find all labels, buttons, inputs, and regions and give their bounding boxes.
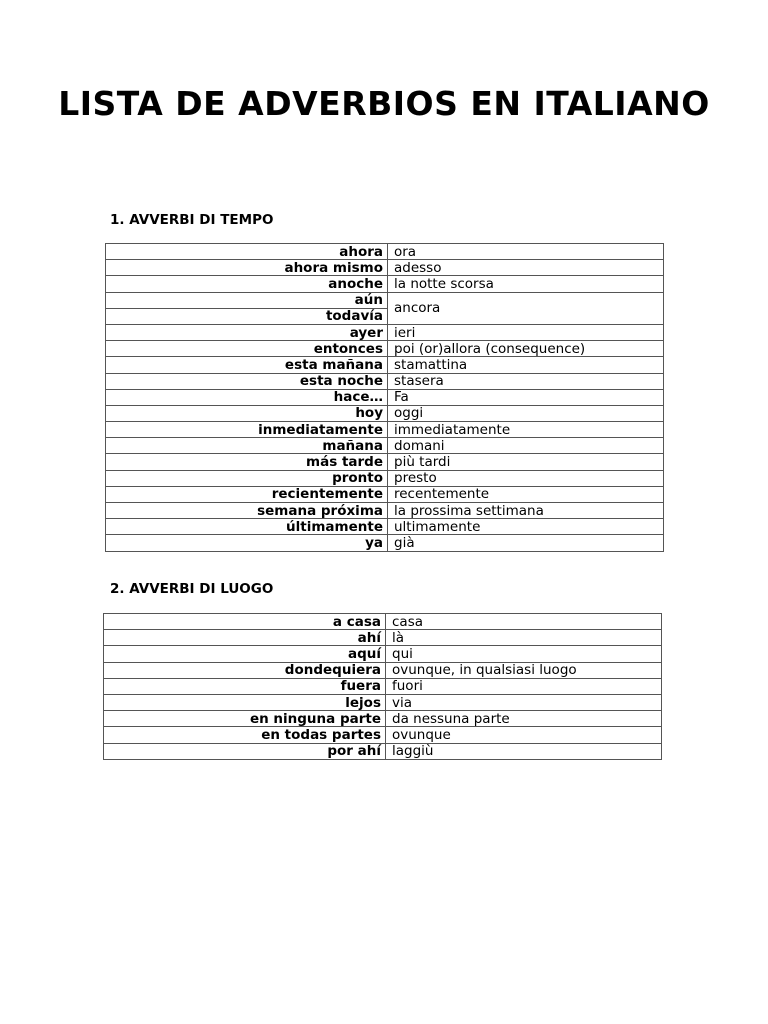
spanish-cell: últimamente: [106, 519, 388, 535]
italian-cell: domani: [388, 438, 664, 454]
adverbs-of-place-table: [103, 613, 662, 760]
italian-cell: ovunque: [386, 727, 662, 743]
spanish-cell: lejos: [104, 694, 386, 710]
italian-cell: la notte scorsa: [388, 276, 664, 292]
spanish-cell: aquí: [104, 646, 386, 662]
table-row: [104, 694, 662, 710]
spanish-cell: en ninguna parte: [104, 711, 386, 727]
adverbs-of-time-table: [105, 243, 664, 552]
spanish-cell: hace…: [106, 389, 388, 405]
table-row: [106, 260, 664, 276]
italian-cell: stamattina: [388, 357, 664, 373]
table-row: [106, 454, 664, 470]
table-row: [106, 535, 664, 551]
spanish-cell: ahora: [106, 244, 388, 260]
spanish-cell: ahora mismo: [106, 260, 388, 276]
italian-cell: stasera: [388, 373, 664, 389]
table-row: [106, 503, 664, 519]
italian-cell: casa: [386, 614, 662, 630]
section-heading-tempo: 1. AVVERBI DI TEMPO: [110, 212, 274, 228]
spanish-cell: ayer: [106, 324, 388, 340]
spanish-cell: en todas partes: [104, 727, 386, 743]
table-row: [106, 405, 664, 421]
spanish-cell: más tarde: [106, 454, 388, 470]
page-title: LISTA DE ADVERBIOS EN ITALIANO: [58, 84, 710, 123]
italian-cell: adesso: [388, 260, 664, 276]
italian-cell: ultimamente: [388, 519, 664, 535]
italian-cell: via: [386, 694, 662, 710]
table-row: [106, 341, 664, 357]
italian-cell: presto: [388, 470, 664, 486]
italian-cell: poi (or)allora (consequence): [388, 341, 664, 357]
italian-cell: la prossima settimana: [388, 503, 664, 519]
spanish-cell: ya: [106, 535, 388, 551]
spanish-cell: anoche: [106, 276, 388, 292]
table-row: [104, 646, 662, 662]
italian-cell: già: [388, 535, 664, 551]
table-row: [104, 614, 662, 630]
table-row: [106, 486, 664, 502]
spanish-cell: inmediatamente: [106, 422, 388, 438]
spanish-cell: esta mañana: [106, 357, 388, 373]
spanish-cell: ahí: [104, 630, 386, 646]
section-heading-luogo: 2. AVVERBI DI LUOGO: [110, 581, 274, 597]
spanish-cell: esta noche: [106, 373, 388, 389]
table-row: [106, 519, 664, 535]
italian-cell: più tardi: [388, 454, 664, 470]
table-row: [106, 389, 664, 405]
italian-cell: laggiù: [386, 743, 662, 759]
table-row: [104, 678, 662, 694]
table-row: [104, 630, 662, 646]
italian-cell: oggi: [388, 405, 664, 421]
table-row: [106, 292, 664, 308]
spanish-cell: hoy: [106, 405, 388, 421]
spanish-cell: por ahí: [104, 743, 386, 759]
spanish-cell: aún: [106, 292, 388, 308]
italian-cell: ora: [388, 244, 664, 260]
spanish-cell: entonces: [106, 341, 388, 357]
italian-cell: ieri: [388, 324, 664, 340]
table-row: [106, 244, 664, 260]
table-row: [104, 662, 662, 678]
italian-cell: là: [386, 630, 662, 646]
spanish-cell: mañana: [106, 438, 388, 454]
table-row: [104, 743, 662, 759]
italian-cell: qui: [386, 646, 662, 662]
table-row: [106, 357, 664, 373]
spanish-cell: fuera: [104, 678, 386, 694]
table-row: [106, 422, 664, 438]
table-row: [106, 276, 664, 292]
table-row: [106, 373, 664, 389]
table-row: [106, 470, 664, 486]
italian-cell: da nessuna parte: [386, 711, 662, 727]
table-row: [106, 438, 664, 454]
spanish-cell: pronto: [106, 470, 388, 486]
italian-cell: immediatamente: [388, 422, 664, 438]
table-row: [104, 711, 662, 727]
italian-cell: ovunque, in qualsiasi luogo: [386, 662, 662, 678]
italian-cell: Fa: [388, 389, 664, 405]
spanish-cell: semana próxima: [106, 503, 388, 519]
spanish-cell: a casa: [104, 614, 386, 630]
table-row: [106, 324, 664, 340]
table-row: [104, 727, 662, 743]
spanish-cell: todavía: [106, 308, 388, 324]
spanish-cell: recientemente: [106, 486, 388, 502]
italian-cell: recentemente: [388, 486, 664, 502]
italian-cell: fuori: [386, 678, 662, 694]
spanish-cell: dondequiera: [104, 662, 386, 678]
italian-cell-merged: ancora: [388, 292, 664, 324]
